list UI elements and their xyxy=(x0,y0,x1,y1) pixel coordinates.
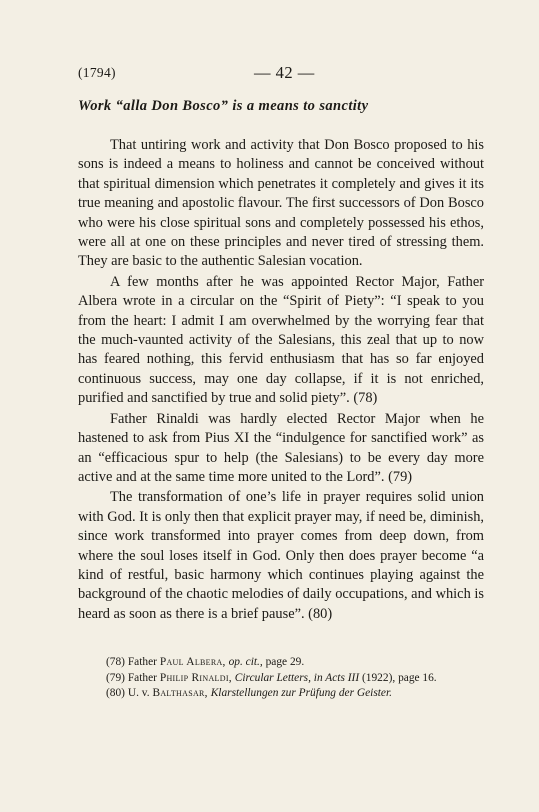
page-number: — 42 — xyxy=(254,63,315,82)
paragraph: Father Rinaldi was hardly elected Rector Major when he hastened to ask from Pius XI the “indulgence for sanctified work” as an “efficacious spur to help (the Salesians) to be every day more active and at the same time more united to the Lord”. (79) xyxy=(78,410,484,485)
footnote xyxy=(106,671,526,687)
footnote-work: op. cit., xyxy=(228,656,263,668)
footnote xyxy=(106,686,526,702)
footnote-author: Philip Rinaldi, xyxy=(159,671,232,684)
footnote-author: Balthasar, xyxy=(152,687,208,699)
footnote-prefix: Father xyxy=(127,656,157,668)
footnote-author: Paul Albera, xyxy=(159,656,226,668)
footnote xyxy=(106,655,526,671)
footnote-work: Klarstellungen zur Prüfung der Geister. xyxy=(210,687,392,699)
paragraph: The transformation of one’s life in prayer requires solid union with God. It is only then that explicit prayer may, if need be, diminish, since work transformed into prayer comes from deep down, from where the soul loses itself in God. Only then does prayer become “a kind of restful, basic harmony which continues playing against the background of the chaotic melodies of daily occupations, and which is heard as soon as there is a brief pause”. (80) xyxy=(78,489,484,622)
footnotes xyxy=(106,655,526,702)
footnote-work: Circular Letters, in Acts III xyxy=(234,671,360,684)
footnote-marker: (79) xyxy=(106,671,125,684)
body-text xyxy=(78,136,484,624)
footnote-marker: (78) xyxy=(106,656,125,668)
paragraph: A few months after he was appointed Rector Major, Father Albera wrote in a circular on the “Spirit of Piety”: “I speak to you from the heart: I admit I am overwhelmed by the worrying fear that the much-vaunted activity of the Salesians, this zeal that up to now has feared nothing, this fervid enthusiasm that has so far enjoyed continuous success, may one day collapse, if it is not enriched, purified and sanctified by true and solid piety”. (78) xyxy=(78,273,484,407)
paragraph: That untiring work and activity that Don Bosco proposed to his sons is indeed a means to holiness and cannot be conceived without that spiritual dimension which penetrates it completely and gives it its true meaning and apostolic flavour. The first successors of Don Bosco who were his close spiritual sons and completely possessed his ethos, were all at one on these principles and never tired of stressing them. They are basic to the authentic Salesian vocation. xyxy=(78,137,484,270)
document-code: (1794) xyxy=(78,65,116,80)
footnote-prefix: U. v. xyxy=(127,687,150,699)
footnote-marker: (80) xyxy=(106,687,125,699)
footnote-tail: page 29. xyxy=(265,656,305,668)
section-title: Work “alla Don Bosco” is a means to sanctity xyxy=(78,98,369,114)
running-head xyxy=(78,63,479,85)
footnote-prefix: Father xyxy=(127,671,157,684)
footnote-tail: (1922), page 16. xyxy=(362,671,437,684)
